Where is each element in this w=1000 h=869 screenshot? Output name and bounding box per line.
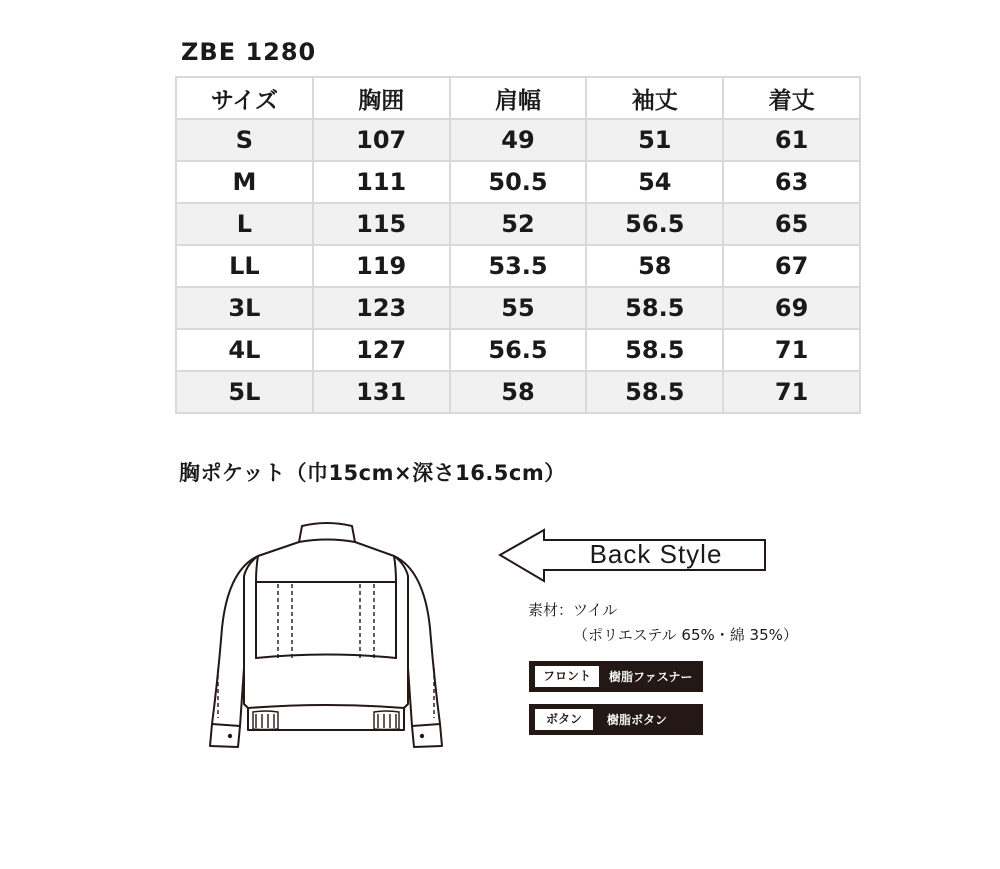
- table-header-row: [176, 77, 860, 119]
- cell-sleeve: 58.5: [586, 371, 723, 413]
- cell-size: 3L: [176, 287, 313, 329]
- jacket-back-illustration: [200, 518, 452, 754]
- model-number: ZBE 1280: [181, 38, 317, 66]
- cell-sleeve: 51: [586, 119, 723, 161]
- spec-button-key: ボタン: [535, 709, 593, 730]
- cell-size: L: [176, 203, 313, 245]
- cell-size: LL: [176, 245, 313, 287]
- cell-shoulder: 53.5: [450, 245, 587, 287]
- material-line-1: 素材：ツイル: [528, 601, 618, 619]
- material-line-2: （ポリエステル 65%・綿 35%）: [573, 626, 798, 644]
- cell-length: 65: [723, 203, 860, 245]
- cell-chest: 107: [313, 119, 450, 161]
- header-shoulder: 肩幅: [450, 77, 587, 119]
- left-cuff-button-icon: [228, 734, 232, 738]
- header-sleeve: 袖丈: [586, 77, 723, 119]
- cell-size: 4L: [176, 329, 313, 371]
- cell-length: 61: [723, 119, 860, 161]
- cell-length: 69: [723, 287, 860, 329]
- spec-button: [529, 704, 703, 735]
- cell-shoulder: 56.5: [450, 329, 587, 371]
- cell-shoulder: 49: [450, 119, 587, 161]
- cell-shoulder: 52: [450, 203, 587, 245]
- cell-sleeve: 54: [586, 161, 723, 203]
- cell-chest: 115: [313, 203, 450, 245]
- table-row: [176, 287, 860, 329]
- spec-front-value: 樹脂ファスナー: [609, 670, 693, 684]
- right-cuff-button-icon: [420, 734, 424, 738]
- cell-size: S: [176, 119, 313, 161]
- cell-chest: 131: [313, 371, 450, 413]
- cell-length: 63: [723, 161, 860, 203]
- cell-chest: 119: [313, 245, 450, 287]
- cell-shoulder: 55: [450, 287, 587, 329]
- header-size: サイズ: [176, 77, 313, 119]
- header-chest: 胸囲: [313, 77, 450, 119]
- table-row: [176, 203, 860, 245]
- cell-length: 71: [723, 329, 860, 371]
- cell-chest: 127: [313, 329, 450, 371]
- table-row: [176, 161, 860, 203]
- cell-sleeve: 58: [586, 245, 723, 287]
- cell-shoulder: 58: [450, 371, 587, 413]
- spec-front-key: フロント: [535, 666, 599, 687]
- cell-shoulder: 50.5: [450, 161, 587, 203]
- cell-size: M: [176, 161, 313, 203]
- cell-sleeve: 58.5: [586, 329, 723, 371]
- table-row: [176, 119, 860, 161]
- cell-length: 67: [723, 245, 860, 287]
- cell-size: 5L: [176, 371, 313, 413]
- back-style-label: Back Style: [589, 539, 723, 569]
- cell-chest: 111: [313, 161, 450, 203]
- spec-button-value: 樹脂ボタン: [607, 713, 668, 727]
- header-length: 着丈: [723, 77, 860, 119]
- cell-sleeve: 56.5: [586, 203, 723, 245]
- spec-front: [529, 661, 703, 692]
- pocket-note: 胸ポケット（巾15cm×深さ16.5cm）: [179, 461, 566, 485]
- size-table: [175, 76, 861, 414]
- table-row: [176, 245, 860, 287]
- cell-chest: 123: [313, 287, 450, 329]
- cell-sleeve: 58.5: [586, 287, 723, 329]
- table-row: [176, 329, 860, 371]
- cell-length: 71: [723, 371, 860, 413]
- table-row: [176, 371, 860, 413]
